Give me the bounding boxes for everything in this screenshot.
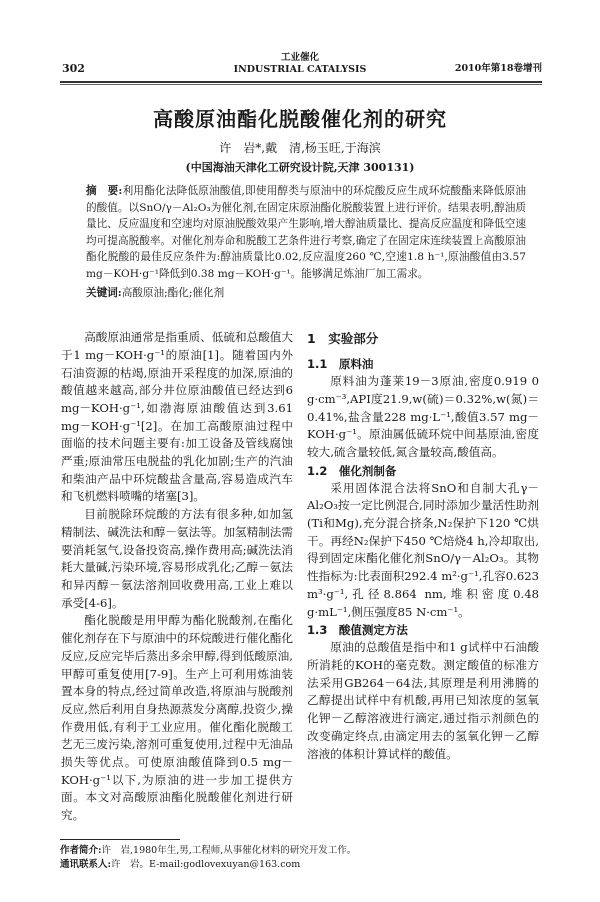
paragraph: 采用固体混合法将SnO和自制大孔γ－Al₂O₃按一定比例混合,同时添加少量活性助剂(Ti和Mg),充分混合挤条,N₂保护下120 ℃烘干。再经N₂保护下450 ℃焙烧4 h,冷却取出,得到固定床酯化催化剂SnO/γ－Al₂O₃。其物性指标为:比表面积292.4 m²·g⁻¹,孔容0.623 m³·g⁻¹,孔径8.864 nm,堆积密度0.48 g·mL⁻¹,侧压强度85 N·cm⁻¹。 bbox=[307, 480, 539, 619]
keywords-text: 高酸原油;酯化;催化剂 bbox=[121, 286, 225, 299]
left-column bbox=[61, 329, 293, 825]
affiliation: (中国海油天津化工研究设计院,天津 300131) bbox=[185, 161, 415, 174]
subsection-heading: 1.2 催化剂制备 bbox=[307, 463, 397, 478]
abstract-label: 摘 要: bbox=[86, 185, 123, 197]
paragraph: 原料油为蓬莱19－3原油,密度0.919 0 g·cm⁻³,API度21.9,w(硫)＝0.32%,w(氮)＝0.41%,盐含量228 mg·L⁻¹,酸值3.57 mg－KOH·g⁻¹。原油属低硫环烷中间基原油,密度较大,硫含量较低,氮含量较高,酸值高。 bbox=[307, 374, 539, 459]
keywords bbox=[86, 285, 526, 302]
two-column-body bbox=[61, 329, 539, 825]
abstract bbox=[86, 183, 526, 283]
authors: 许 岩*,戴 清,杨玉旺,于海滨 bbox=[219, 141, 381, 155]
author-bio bbox=[60, 844, 540, 858]
subsection-heading: 1.1 原料油 bbox=[307, 357, 374, 372]
issue-info: 2010年第18卷增刊 bbox=[454, 63, 542, 74]
header-rule bbox=[60, 81, 542, 85]
subsection-heading: 1.3 酸值测定方法 bbox=[307, 623, 408, 638]
author-bio-label: 作者简介: bbox=[60, 844, 102, 856]
contact-label: 通讯联系人: bbox=[60, 858, 112, 870]
journal-name-en: INDUSTRIAL CATALYSIS bbox=[233, 64, 367, 75]
paragraph: 酯化脱酸是用甲醇为酯化脱酸剂,在酯化催化剂存在下与原油中的环烷酸进行催化酯化反应,反应完毕后蒸出多余甲醇,得到低酸原油,甲醇可重复使用[7-9]。生产上可利用炼油装置本身的特点,经过简单改造,将原油与脱酸剂反应,然后利用自身热源蒸发分离醇,投资少,操作费用低,有利于工业应用。催化酯化脱酸工艺无三废污染,溶剂可重复使用,过程中无油品损失等优点。可使原油酸值降到0.5 mg－KOH·g⁻¹以下,为原油的进一步加工提供方面。本文对高酸原油酯化脱酸催化剂进行研究。 bbox=[61, 613, 293, 823]
author-bio-text: 许 岩,1980年生,男,工程师,从事催化材料的研究开发工作。 bbox=[101, 844, 357, 856]
journal-name-cn: 工业催化 bbox=[280, 52, 319, 63]
contact-text: 许 岩。E-mail:godlovexuyan@163.com bbox=[111, 858, 301, 870]
right-column bbox=[307, 329, 539, 763]
running-header bbox=[0, 0, 600, 90]
section-heading: 1 实验部分 bbox=[307, 331, 379, 347]
contact-info bbox=[60, 858, 540, 872]
abstract-text: 利用酯化法降低原油酸值,即使用醇类与原油中的环烷酸反应生成环烷酸酯来降低原油的酸值。以SnO/γ－Al₂O₃为催化剂,在固定床原油酯化脱酸装置上进行评价。结果表明,醇油质量比、反应温度和空速均对原油脱酸效果产生影响,增大醇油质量比、提高反应温度和降低空速均可提高脱酸率。对催化剂寿命和脱酸工艺条件进行考察,确定了在固定床连续装置上高酸原油酯化脱酸的最佳反应条件为:醇油质量比0.02,反应温度260 ℃,空速1.8 h⁻¹,原油酸值由3.57 mg－KOH·g⁻¹降低到0.38 mg－KOH·g⁻¹。能够满足炼油厂加工需求。 bbox=[86, 185, 526, 280]
article-body bbox=[0, 106, 600, 902]
keywords-label: 关键词: bbox=[86, 286, 122, 299]
footnote-rule bbox=[60, 839, 180, 840]
journal-name bbox=[200, 52, 400, 76]
page-number: 302 bbox=[62, 62, 85, 75]
paragraph: 高酸原油通常是指重质、低硫和总酸值大于1 mg－KOH·g⁻¹的原油[1]。随着国内外石油资源的枯竭,原油开采程度的加深,原油的酸值越来越高,部分井位原油酸值已经达到6 mg－KOH·g⁻¹,如渤海原油酸值达到3.61 mg－KOH·g⁻¹[2]。在加工高酸原油过程中面临的技术问题主要有:加工设备及管线腐蚀严重;原油常压电脱盐的乳化加剧;生产的汽油和柴油产品中环烷酸盐含量高,容易造成汽车和飞机燃料喷嘴的堵塞[3]。 bbox=[61, 330, 293, 504]
paper-title: 高酸原油酯化脱酸催化剂的研究 bbox=[153, 107, 447, 131]
footnotes bbox=[60, 839, 540, 872]
paragraph: 原油的总酸值是指中和1 g试样中石油酸所消耗的KOH的毫克数。测定酸值的标准方法采用GB264－64法,其原理是利用沸腾的乙醇提出试样中有机酸,再用已知浓度的氢氧化钾－乙醇溶液进行滴定,通过指示剂颜色的改变确定终点,由滴定用去的氢氧化钾－乙醇溶液的体积计算试样的酸值。 bbox=[307, 640, 539, 761]
paragraph: 目前脱除环烷酸的方法有很多种,如加氢精制法、碱洗法和醇－氨法等。加氢精制法需要消耗氢气,设备投资高,操作费用高;碱洗法消耗大量碱,污染环境,容易形成乳化;乙醇－氨法和异丙醇－氨法溶剂回收费用高,工业上难以承受[4-6]。 bbox=[61, 507, 293, 610]
